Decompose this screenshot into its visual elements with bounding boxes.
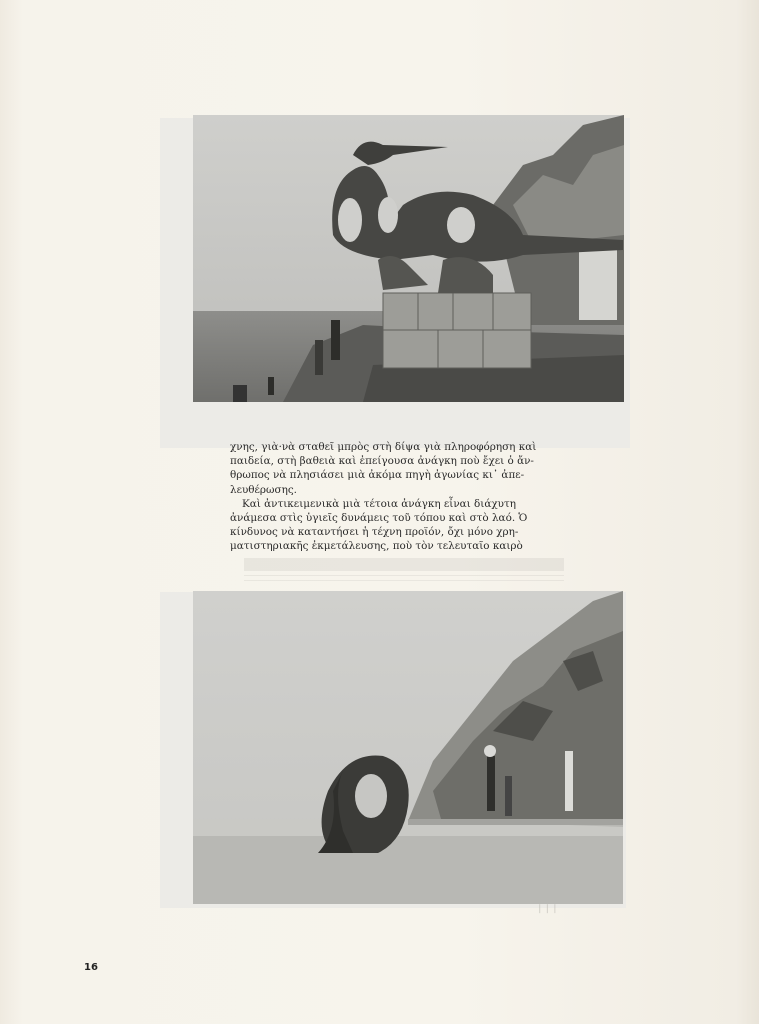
sculpture-photo-top-image (193, 115, 624, 402)
text-line: λευθέρωσης. (230, 483, 297, 496)
sculpture-photo-bottom (193, 591, 623, 904)
pencil-mark: ❘❘❘ (536, 904, 559, 914)
text-line: ματιστηριακῆς ἐκμετάλευσης, ποὺ τὸν τελευταῖο καιρὸ (230, 540, 523, 553)
body-text (230, 440, 564, 554)
sculpture-photo-top (193, 115, 624, 402)
text-line: θρωπος νὰ πλησιάσει μιὰ ἀκόμα πηγὴ ἀγωνίας κι᾽ ἀπε- (230, 469, 525, 482)
text-line: κίνδυνος νὰ καταντήσει ἡ τέχνη προϊόν, ὄχι μόνο χρη- (230, 526, 519, 539)
text-line: Καὶ ἀντικειμενικὰ μιὰ τέτοια ἀνάγκη εἶναι διάχυτη (242, 497, 516, 510)
reverse-side-bleed (230, 556, 564, 585)
page-number: 16 (84, 962, 98, 973)
text-line: χνης, γιὰ·νὰ σταθεῖ μπρὸς στὴ δίψα γιὰ πληροφόρηση καὶ (230, 441, 537, 453)
text-line: παιδεία, στὴ βαθειὰ καὶ ἐπείγουσα ἀνάγκη ποὺ ἔχει ὁ ἄν- (230, 455, 534, 468)
text-line: ἀνάμεσα στὶς ὑγιεῖς δυνάμεις τοῦ τόπου καὶ στὸ λαό. Ὁ (230, 512, 528, 525)
sculpture-photo-bottom-image (193, 591, 623, 904)
